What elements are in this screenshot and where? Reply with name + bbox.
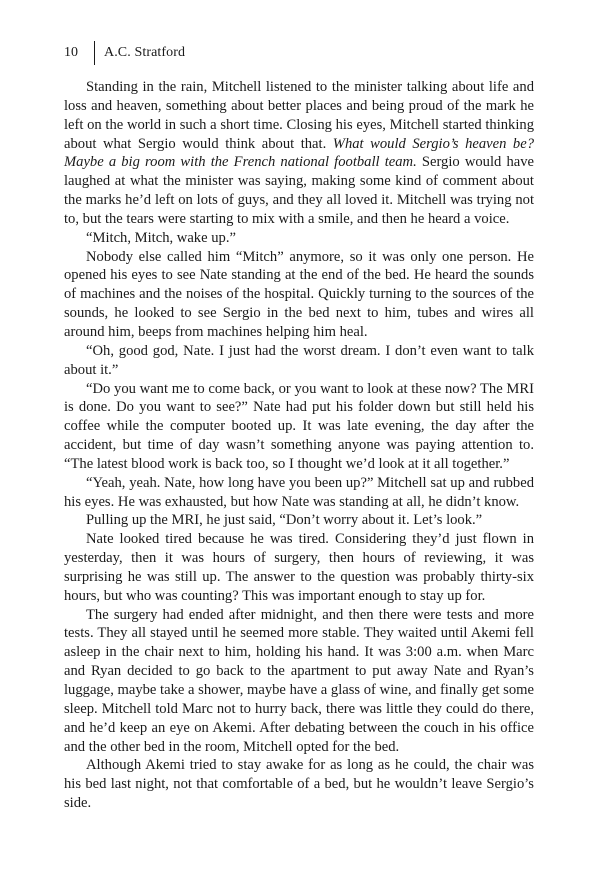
paragraph-5: “Do you want me to come back, or you want to look at these now? The MRI is done. Do you want to see?” Nate had put his folder down but still held his coffee while the computer booted up. It was late evening, the day after the accident, but time of day wasn’t something anyone was paying attention to. “The latest blood work is back too, so I thought we’d look at it all together.” [64, 380, 534, 472]
paragraph-1-text-after: Sergio would have laughed at what the minister was saying, making some kind of comment about the marks he’d left on lots of guys, and they all loved it. Mitchell was trying not to, but the tears were starting to mix with a smile, and then he heard a voice. [64, 154, 534, 227]
paragraph-1 [64, 78, 534, 229]
paragraph-9: The surgery had ended after midnight, and then there were tests and more tests. They all stayed until he seemed more stable. They waited until Akemi fell asleep in the chair next to him, holding his hand. It was 3:00 a.m. when Marc and Ryan decided to go back to the apartment to put away Nate and Ryan’s luggage, maybe take a shower, maybe have a glass of wine, and finally get some sleep. Mitchell told Marc not to hurry back, there was little they could do there, and he’d keep an eye on Akemi. After debating between the couch in his office and the other bed in the room, Mitchell opted for the bed. [64, 606, 534, 755]
paragraph-1-italic-thought: What would Sergio’s heaven be? Maybe a big room with the French national football team. [64, 135, 534, 171]
paragraph-1-text-before: Standing in the rain, Mitchell listened to the minister talking about life and loss and heaven, something about better places and being proud of the mark he left on the world in such a short time. Closing his eyes, Mitchell started thinking about what Sergio would think about that. [64, 79, 534, 152]
paragraph-3: Nobody else called him “Mitch” anymore, so it was only one person. He opened his eyes to see Nate standing at the end of the bed. He heard the sounds of machines and the noises of the hospital. Quickly turning to the sources of the sounds, he looked to see Sergio in the bed next to him, tubes and wires all around him, beeps from machines helping him heal. [64, 248, 534, 340]
paragraph-4: “Oh, good god, Nate. I just had the worst dream. I don’t even want to talk about it.” [64, 342, 534, 378]
paragraph-7: Pulling up the MRI, he just said, “Don’t worry about it. Let’s look.” [86, 512, 483, 529]
paragraph-6: “Yeah, yeah. Nate, how long have you been up?” Mitchell sat up and rubbed his eyes. He was exhausted, but how Nate was standing at all, he didn’t know. [64, 474, 534, 510]
paragraph-2: “Mitch, Mitch, wake up.” [86, 229, 236, 246]
paragraph-8: Nate looked tired because he was tired. Considering they’d just flown in yesterday, then it was hours of surgery, then hours of reviewing, it was surprising he was still up. The answer to the question was probably thirty-six hours, but who was counting? This was important enough to stay up for. [64, 531, 534, 604]
header-divider [94, 41, 95, 65]
paragraph-10: Although Akemi tried to stay awake for as long as he could, the chair was his bed last night, not that comfortable of a bed, but he wouldn’t leave Sergio’s side. [64, 757, 534, 812]
running-header [64, 40, 185, 66]
author-name: A.C. Stratford [104, 45, 186, 60]
body-text [64, 78, 534, 813]
page-number: 10 [64, 45, 78, 60]
